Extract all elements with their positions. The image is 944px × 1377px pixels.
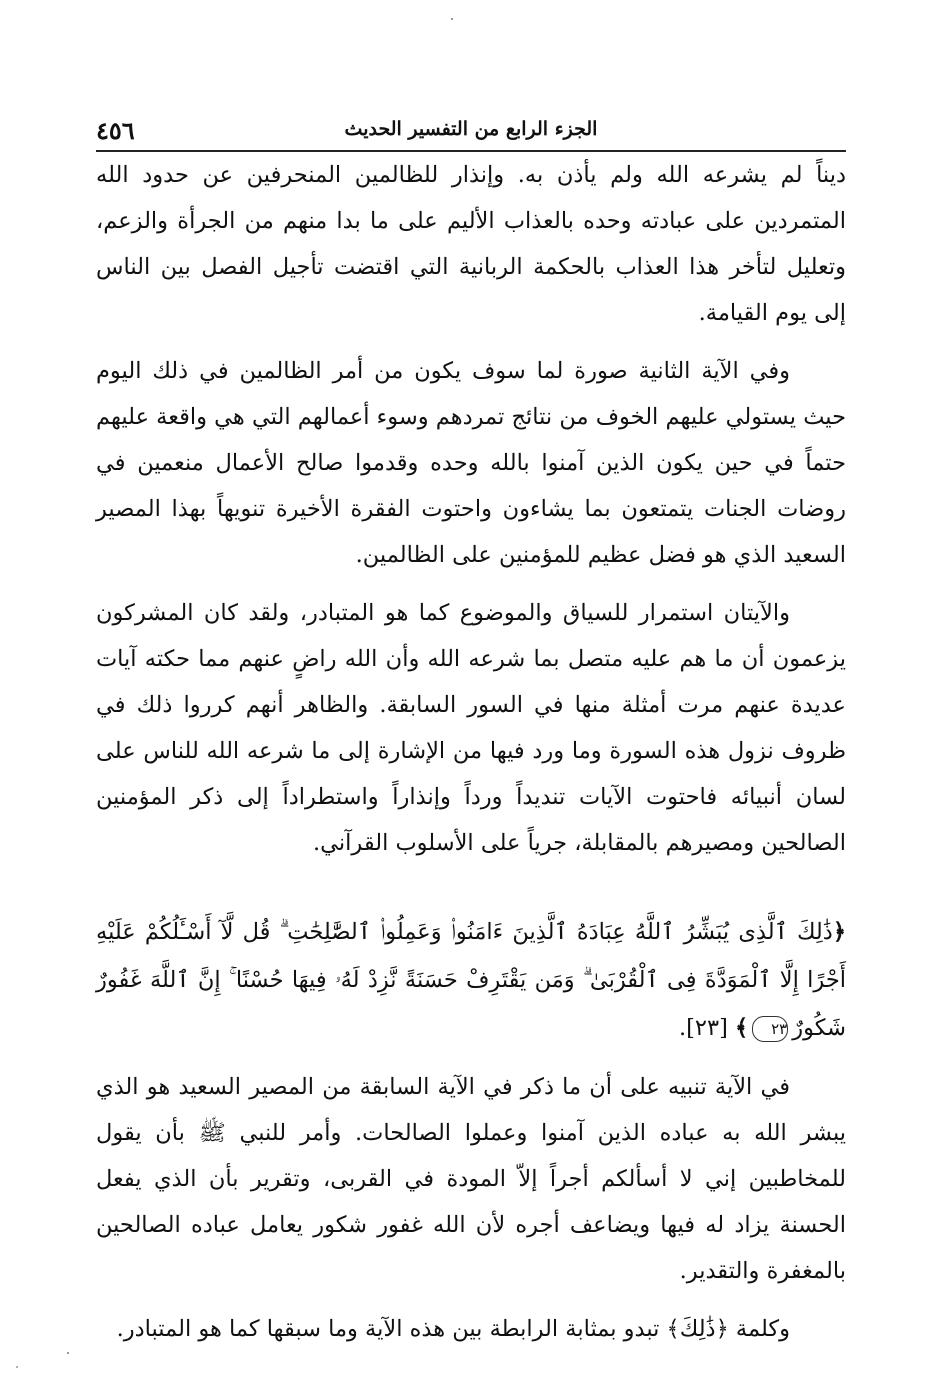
paragraph: والآيتان استمرار للسياق والموضوع كما هو المتبادر، ولقد كان المشركون يزعمون أن ما هم عليه متصل بما شرعه الله وأن الله راضٍ عنهم مما حكته آيات عديدة عنهم مرت أمثلة منها في السور السابقة. والظاهر أنهم كرروا ذلك في ظروف نزول هذه السورة وما ورد فيها من الإشارة إلى ما شرعه الله للناس على لسان أنبيائه فاحتوت الآيات تنديداً ورداً وإنذاراً واستطراداً إلى ذكر المؤمنين الصالحين ومصيرهم بالمقابلة، جرياً على الأسلوب القرآني. [96, 600, 846, 856]
paragraph: ديناً لم يشرعه الله ولم يأذن به. وإنذار للظالمين المنحرفين عن حدود الله المتمردين على عبادته وحده بالعذاب الأليم على ما بدا منهم من الجرأة والزعم، وتعليل لتأخر هذا العذاب بالحكمة الربانية التي اقتضت تأجيل الفصل بين الناس إلى يوم القيامة. [96, 162, 846, 326]
verse-text: ذَٰلِكَ ٱلَّذِى يُبَشِّرُ ٱللَّهُ عِبَادَهُ ٱلَّذِينَ ءَامَنُوا۟ وَعَمِلُوا۟ ٱلصَّٰلِحَٰتِ ۗ قُل لَّآ أَسْـَٔلُكُمْ عَلَيْهِ أَجْرًا إِلَّا ٱلْمَوَدَّةَ فِى ٱلْقُرْبَىٰ ۗ وَمَن يَقْتَرِفْ حَسَنَةً نَّزِدْ لَهُۥ فِيهَا حُسْنًا ۚ إِنَّ ٱللَّهَ غَفُورٌ شَكُورٌ [96, 919, 846, 1041]
paragraph: وكلمة ﴿ذَٰلِكَ﴾ تبدو بمثابة الرابطة بين هذه الآية وما سبقها كما هو المتبادر. [116, 1316, 790, 1342]
verse-open-bracket: ﴿ [832, 919, 846, 945]
scan-speck [16, 1366, 18, 1368]
verse-close-bracket: ﴾ [735, 1015, 749, 1041]
scan-speck [451, 18, 453, 20]
running-header [96, 112, 846, 148]
body-text [96, 152, 846, 1364]
paragraph: وفي الآية الثانية صورة لما سوف يكون من أمر الظالمين في ذلك اليوم حيث يستولي عليهم الخوف من نتائج تمردهم وسوء أعمالهم التي هي واقعة عليهم حتماً في حين يكون الذين آمنوا بالله وحده وقدموا صالح الأعمال منعمين في روضات الجنات يتمتعون بما يشاءون واحتوت الفقرة الأخيرة تنويهاً بهذا المصير السعيد الذي هو فضل عظيم للمؤمنين على الظالمين. [96, 358, 846, 568]
page-number: ٤٥٦ [96, 116, 135, 145]
ayah-number-marker: ٢٣ [752, 1016, 788, 1042]
quran-verse [96, 878, 846, 1052]
verse-reference: [٢٣]. [678, 1015, 728, 1041]
paragraph: في الآية تنبيه على أن ما ذكر في الآية السابقة من المصير السعيد هو الذي يبشر الله به عباده الذين آمنوا وعملوا الصالحات. وأمر للنبي ﷺ بأن يقول للمخاطبين إني لا أسألكم أجراً إلاّ المودة في القربى، وتقرير بأن الذي يفعل الحسنة يزاد له فيها ويضاعف أجره لأن الله غفور شكور يعامل عباده الصالحين بالمغفرة والتقدير. [96, 1074, 846, 1284]
header-title: الجزء الرابع من التفسير الحديث [344, 118, 598, 140]
scan-speck [67, 1352, 69, 1354]
